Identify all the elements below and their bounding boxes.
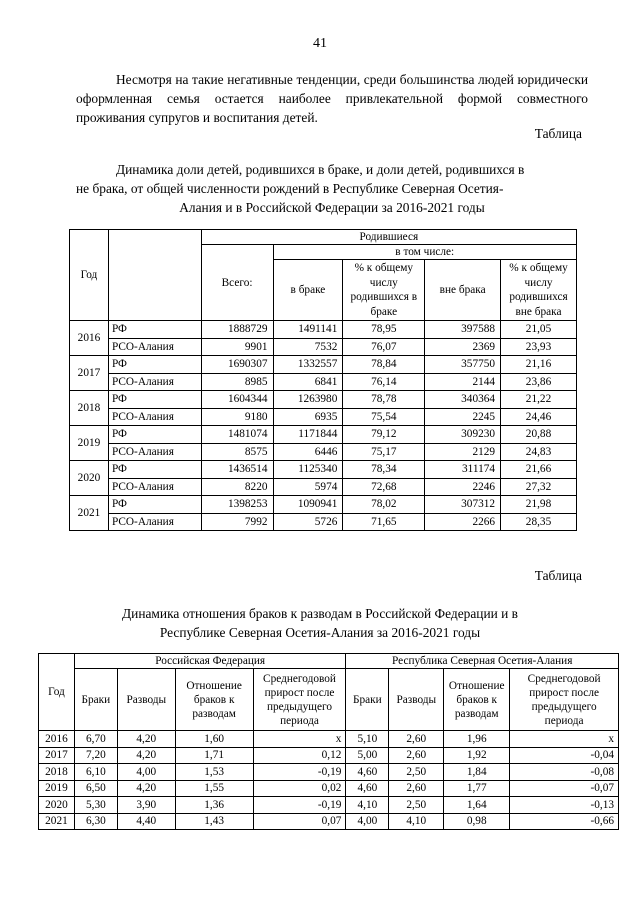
total-cell: 8575: [201, 443, 273, 461]
pct-in-cell: 76,14: [343, 373, 425, 391]
region-cell: РФ: [108, 321, 201, 339]
total-cell: 1436514: [201, 461, 273, 479]
year-cell: 2018: [70, 391, 109, 426]
pct-in-cell: 75,17: [343, 443, 425, 461]
marriage-divorce-table: [38, 653, 619, 830]
in-marriage-cell: 7532: [273, 338, 343, 356]
pct-in-cell: 78,34: [343, 461, 425, 479]
marriages-cell: 5,10: [346, 731, 389, 748]
region-cell: РФ: [108, 426, 201, 444]
table-row: [39, 797, 619, 814]
growth-cell: 0,02: [253, 780, 346, 797]
marriages-cell: 7,20: [74, 747, 117, 764]
total-cell: 7992: [201, 513, 273, 531]
births-table: [69, 229, 577, 531]
pct-out-cell: 20,88: [501, 426, 577, 444]
table-row: [39, 813, 619, 830]
in-marriage-cell: 6446: [273, 443, 343, 461]
t2-ratio-header: Отношение браков к разводам: [175, 669, 253, 731]
divorces-cell: 2,60: [389, 780, 444, 797]
growth-cell: x: [253, 731, 346, 748]
marriages-cell: 5,30: [74, 797, 117, 814]
col-pct-in-header: % к общему числу родившихся в браке: [343, 260, 425, 321]
out-marriage-cell: 309230: [425, 426, 501, 444]
col-region-header: [108, 230, 201, 321]
divorces-cell: 4,20: [117, 780, 175, 797]
divorces-cell: 2,60: [389, 731, 444, 748]
table-row: [70, 496, 577, 514]
region-cell: РФ: [108, 391, 201, 409]
year-cell: 2021: [70, 496, 109, 531]
marriage-divorce-table-body: [39, 731, 619, 830]
pct-out-cell: 24,83: [501, 443, 577, 461]
page-number: 41: [313, 36, 327, 51]
total-cell: 9180: [201, 408, 273, 426]
t2-divorces-header: Разводы: [117, 669, 175, 731]
pct-out-cell: 21,22: [501, 391, 577, 409]
year-cell: 2021: [39, 813, 75, 830]
ratio-cell: 1,96: [444, 731, 510, 748]
pct-in-cell: 78,02: [343, 496, 425, 514]
t2-rso-header: Республика Северная Осетия-Алания: [346, 654, 619, 669]
in-marriage-cell: 6841: [273, 373, 343, 391]
pct-in-cell: 79,12: [343, 426, 425, 444]
pct-in-cell: 76,07: [343, 338, 425, 356]
marriages-cell: 6,10: [74, 764, 117, 781]
body-paragraph: Несмотря на такие негативные тенденции, среди большинства людей юридически оформленная семья остается наиболее привлекательной формой совместного проживания супругов и воспитания детей.: [76, 72, 588, 125]
table-row: [70, 478, 577, 496]
growth-cell: -0,07: [510, 780, 619, 797]
total-cell: 1398253: [201, 496, 273, 514]
divorces-cell: 4,10: [389, 813, 444, 830]
table2-caption: [60, 604, 580, 642]
ratio-cell: 1,55: [175, 780, 253, 797]
out-marriage-cell: 397588: [425, 321, 501, 339]
growth-cell: x: [510, 731, 619, 748]
t2-growth-header: Среднегодовой прирост после предыдущего периода: [253, 669, 346, 731]
year-cell: 2019: [39, 780, 75, 797]
table-row: [70, 321, 577, 339]
table1-caption-line: не брака, от общей численности рождений в Республике Северная Осетия-: [76, 181, 504, 196]
ratio-cell: 1,77: [444, 780, 510, 797]
region-cell: РСО-Алания: [108, 373, 201, 391]
out-marriage-cell: 357750: [425, 356, 501, 374]
out-marriage-cell: 2246: [425, 478, 501, 496]
pct-out-cell: 27,32: [501, 478, 577, 496]
ratio-cell: 1,53: [175, 764, 253, 781]
year-cell: 2020: [70, 461, 109, 496]
table-row: [70, 408, 577, 426]
pct-in-cell: 75,54: [343, 408, 425, 426]
growth-cell: -0,19: [253, 764, 346, 781]
marriages-cell: 6,70: [74, 731, 117, 748]
col-year-header: Год: [70, 230, 109, 321]
in-marriage-cell: 1332557: [273, 356, 343, 374]
marriages-cell: 4,60: [346, 780, 389, 797]
ratio-cell: 1,64: [444, 797, 510, 814]
total-cell: 1690307: [201, 356, 273, 374]
pct-out-cell: 23,93: [501, 338, 577, 356]
pct-in-cell: 78,78: [343, 391, 425, 409]
region-cell: РСО-Алания: [108, 513, 201, 531]
pct-out-cell: 21,66: [501, 461, 577, 479]
col-born-header: Родившиеся: [201, 230, 576, 245]
growth-cell: 0,07: [253, 813, 346, 830]
t2-marriages-header: Браки: [74, 669, 117, 731]
table-row: [70, 461, 577, 479]
year-cell: 2017: [39, 747, 75, 764]
year-cell: 2016: [39, 731, 75, 748]
in-marriage-cell: 1125340: [273, 461, 343, 479]
growth-cell: -0,04: [510, 747, 619, 764]
table1-caption-line: Динамика доли детей, родившихся в браке, и доли детей, родившихся в: [116, 162, 525, 177]
marriages-cell: 6,50: [74, 780, 117, 797]
t2-rf-header: Российская Федерация: [74, 654, 346, 669]
t2-marriages-header: Браки: [346, 669, 389, 731]
col-total-header: Всего:: [201, 245, 273, 321]
t2-ratio-header: Отношение браков к разводам: [444, 669, 510, 731]
divorces-cell: 4,20: [117, 731, 175, 748]
out-marriage-cell: 2245: [425, 408, 501, 426]
divorces-cell: 4,00: [117, 764, 175, 781]
table-row: [70, 443, 577, 461]
t2-year-header: Год: [39, 654, 75, 731]
divorces-cell: 2,60: [389, 747, 444, 764]
pct-in-cell: 72,68: [343, 478, 425, 496]
table-row: [70, 391, 577, 409]
region-cell: РФ: [108, 496, 201, 514]
region-cell: РСО-Алания: [108, 338, 201, 356]
year-cell: 2019: [70, 426, 109, 461]
pct-out-cell: 21,05: [501, 321, 577, 339]
marriages-cell: 5,00: [346, 747, 389, 764]
table-row: [39, 747, 619, 764]
table2-caption-line: Динамика отношения браков к разводам в Российской Федерации и в: [122, 606, 518, 621]
col-in-marriage-header: в браке: [273, 260, 343, 321]
out-marriage-cell: 311174: [425, 461, 501, 479]
table-row: [39, 731, 619, 748]
table2-caption-line: Республике Северная Осетия-Алания за 2016-2021 годы: [159, 625, 481, 640]
pct-out-cell: 23,86: [501, 373, 577, 391]
table1-caption: [76, 160, 588, 217]
table-row: [39, 764, 619, 781]
growth-cell: -0,13: [510, 797, 619, 814]
growth-cell: -0,19: [253, 797, 346, 814]
in-marriage-cell: 6935: [273, 408, 343, 426]
pct-in-cell: 71,65: [343, 513, 425, 531]
region-cell: РСО-Алания: [108, 443, 201, 461]
births-table-body: [70, 321, 577, 531]
col-out-marriage-header: вне брака: [425, 260, 501, 321]
ratio-cell: 1,92: [444, 747, 510, 764]
out-marriage-cell: 307312: [425, 496, 501, 514]
table1-caption-line: Алания и в Российской Федерации за 2016-2021 годы: [179, 200, 485, 215]
in-marriage-cell: 5974: [273, 478, 343, 496]
table2-label: Таблица: [534, 568, 582, 583]
in-marriage-cell: 1171844: [273, 426, 343, 444]
year-cell: 2017: [70, 356, 109, 391]
pct-in-cell: 78,84: [343, 356, 425, 374]
ratio-cell: 1,71: [175, 747, 253, 764]
divorces-cell: 4,40: [117, 813, 175, 830]
region-cell: РСО-Алания: [108, 478, 201, 496]
marriages-cell: 4,10: [346, 797, 389, 814]
growth-cell: 0,12: [253, 747, 346, 764]
table1-label: Таблица: [534, 126, 582, 141]
pct-out-cell: 28,35: [501, 513, 577, 531]
pct-in-cell: 78,95: [343, 321, 425, 339]
marriages-cell: 4,00: [346, 813, 389, 830]
ratio-cell: 0,98: [444, 813, 510, 830]
pct-out-cell: 21,16: [501, 356, 577, 374]
year-cell: 2016: [70, 321, 109, 356]
table-row: [70, 338, 577, 356]
table-row: [70, 513, 577, 531]
table-row: [70, 356, 577, 374]
col-including-header: в том числе:: [273, 245, 577, 260]
ratio-cell: 1,84: [444, 764, 510, 781]
marriages-cell: 6,30: [74, 813, 117, 830]
t2-divorces-header: Разводы: [389, 669, 444, 731]
marriages-cell: 4,60: [346, 764, 389, 781]
total-cell: 1888729: [201, 321, 273, 339]
growth-cell: -0,08: [510, 764, 619, 781]
pct-out-cell: 24,46: [501, 408, 577, 426]
region-cell: РСО-Алания: [108, 408, 201, 426]
growth-cell: -0,66: [510, 813, 619, 830]
out-marriage-cell: 2144: [425, 373, 501, 391]
total-cell: 8220: [201, 478, 273, 496]
out-marriage-cell: 2266: [425, 513, 501, 531]
total-cell: 1604344: [201, 391, 273, 409]
ratio-cell: 1,36: [175, 797, 253, 814]
divorces-cell: 4,20: [117, 747, 175, 764]
pct-out-cell: 21,98: [501, 496, 577, 514]
total-cell: 8985: [201, 373, 273, 391]
total-cell: 1481074: [201, 426, 273, 444]
table-row: [39, 780, 619, 797]
out-marriage-cell: 2369: [425, 338, 501, 356]
out-marriage-cell: 2129: [425, 443, 501, 461]
divorces-cell: 2,50: [389, 764, 444, 781]
in-marriage-cell: 5726: [273, 513, 343, 531]
in-marriage-cell: 1491141: [273, 321, 343, 339]
total-cell: 9901: [201, 338, 273, 356]
col-pct-out-header: % к общему числу родившихся вне брака: [501, 260, 577, 321]
in-marriage-cell: 1263980: [273, 391, 343, 409]
region-cell: РФ: [108, 356, 201, 374]
out-marriage-cell: 340364: [425, 391, 501, 409]
region-cell: РФ: [108, 461, 201, 479]
divorces-cell: 3,90: [117, 797, 175, 814]
year-cell: 2018: [39, 764, 75, 781]
in-marriage-cell: 1090941: [273, 496, 343, 514]
ratio-cell: 1,60: [175, 731, 253, 748]
ratio-cell: 1,43: [175, 813, 253, 830]
table-row: [70, 426, 577, 444]
year-cell: 2020: [39, 797, 75, 814]
t2-growth-header: Среднегодовой прирост после предыдущего периода: [510, 669, 619, 731]
divorces-cell: 2,50: [389, 797, 444, 814]
table-row: [70, 373, 577, 391]
